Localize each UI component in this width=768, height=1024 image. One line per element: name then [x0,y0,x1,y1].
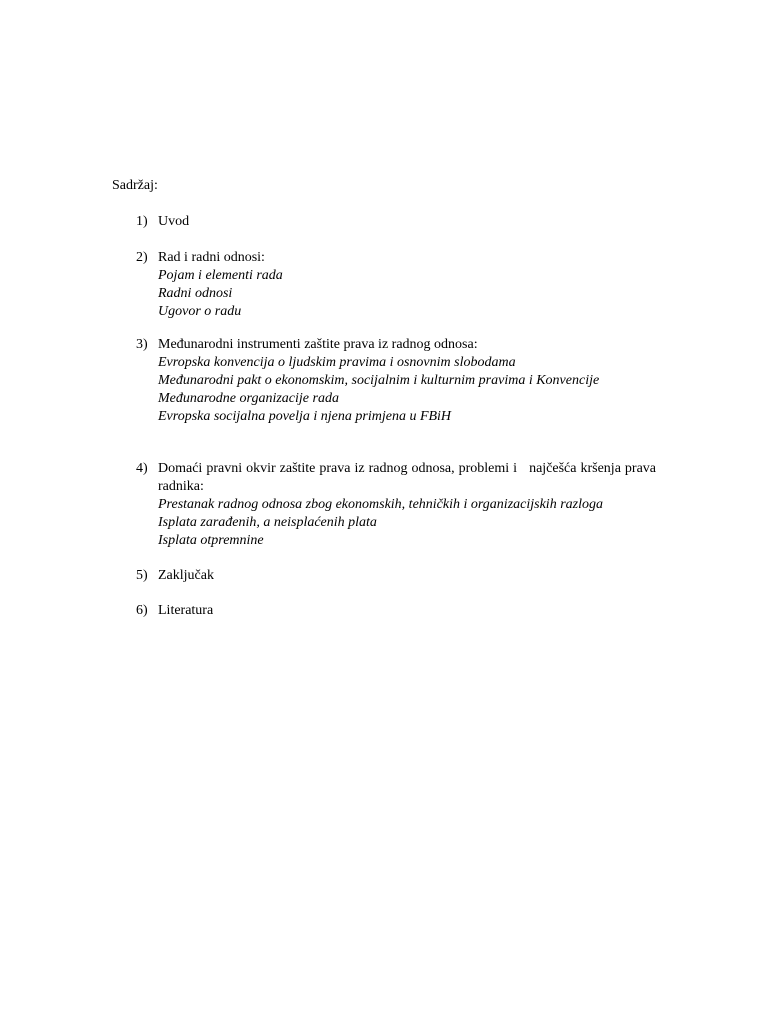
toc-item-body [158,213,656,231]
toc-item-body [158,567,656,585]
toc-subitem: Pojam i elementi rada [158,268,283,283]
toc-subitem: Međunarodni pakt o ekonomskim, socijalnim i kulturnim pravima i Konvencije [158,373,600,388]
toc-item-number: 5) [136,568,148,583]
toc-subitem: Isplata zarađenih, a neisplaćenih plata [158,515,377,530]
toc-item-title: Domaći pravni okvir zaštite prava iz radnog odnosa, problemi i najčešća kršenja prava radnika: [158,461,660,494]
toc-item-body [158,249,656,321]
toc-item-body [158,602,656,620]
toc-subitem: Međunarodne organizacije rada [158,391,339,406]
toc-item-number: 2) [136,250,148,265]
toc-item-title: Uvod [158,214,190,229]
toc-heading: Sadržaj: [112,178,158,193]
toc-subitem: Evropska socijalna povelja i njena primjena u FBiH [158,409,452,424]
toc-item-body [158,336,656,426]
toc-item-body [158,460,660,550]
toc-item-title: Literatura [158,603,214,618]
toc-item-title: Rad i radni odnosi: [158,250,265,265]
toc-item-title: Zaključak [158,568,214,583]
toc-item-number: 6) [136,603,148,618]
toc-subitem: Isplata otpremnine [158,533,264,548]
toc-item-number: 1) [136,214,148,229]
toc-item-title: Međunarodni instrumenti zaštite prava iz radnog odnosa: [158,337,478,352]
toc-subitem: Evropska konvencija o ljudskim pravima i osnovnim slobodama [158,355,516,370]
toc-item-number: 3) [136,337,148,352]
toc-subitem: Ugovor o radu [158,304,242,319]
toc-subitem: Radni odnosi [158,286,233,301]
toc-item-number: 4) [136,461,148,476]
toc-subitem: Prestanak radnog odnosa zbog ekonomskih, tehničkih i organizacijskih razloga [158,497,603,512]
